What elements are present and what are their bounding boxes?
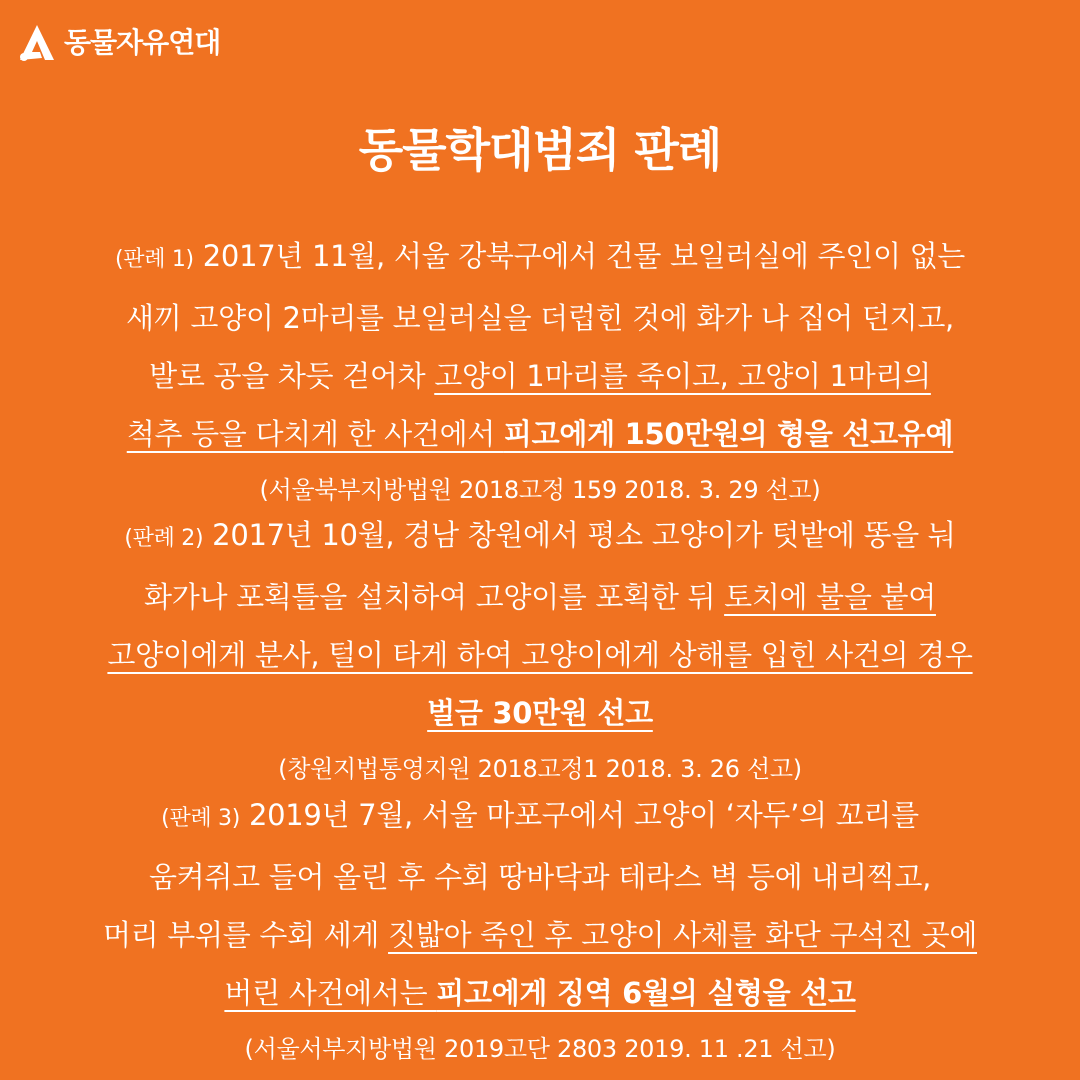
case-highlight: 토치에 불을 붙여 <box>724 580 936 614</box>
court-citation: (서울북부지방법원 2018고정 159 2018. 3. 29 선고) <box>259 476 821 504</box>
case-text: 화가나 포획틀을 설치하여 고양이를 포획한 뒤 <box>144 580 725 614</box>
page-title: 동물학대범죄 판례 <box>358 123 722 177</box>
brand-logo[interactable] <box>16 22 220 64</box>
case-text: 2019년 7월, 서울 마포구에서 고양이 ‘자두’의 꼬리를 <box>240 798 919 832</box>
case-tag: (판례 1) <box>114 247 194 272</box>
brand-name: 동물자유연대 <box>64 26 221 59</box>
case-highlight: 척추 등을 다치게 한 사건에서 <box>126 417 504 451</box>
case-text: 머리 부위를 수회 세게 <box>102 918 389 952</box>
case-tag: (판례 3) <box>161 806 241 831</box>
case-text: 움켜쥐고 들어 올린 후 수회 땅바닥과 테라스 벽 등에 내리찍고, <box>148 860 932 894</box>
brand-mark-icon <box>16 22 58 64</box>
court-citation: (서울서부지방법원 2019고단 2803 2019. 11 .21 선고) <box>244 1035 836 1063</box>
case-text: 2017년 11월, 서울 강북구에서 건물 보일러실에 주인이 없는 <box>193 239 966 273</box>
case-highlight: 짓밟아 죽인 후 고양이 사체를 화단 구석진 곳에 <box>388 918 978 952</box>
case-text: 2017년 10월, 경남 창원에서 평소 고양이가 텃밭에 똥을 눠 <box>203 518 956 552</box>
case-text: 새끼 고양이 2마리를 보일러실을 더럽힌 것에 화가 나 집어 던지고, <box>126 301 954 335</box>
case-2 <box>0 506 1080 796</box>
case-verdict: 피고에게 150만원의 형을 선고유예 <box>503 417 954 451</box>
case-verdict: 피고에게 징역 6월의 실형을 선고 <box>436 976 856 1010</box>
case-tag: (판례 2) <box>124 526 204 551</box>
case-highlight: 고양이 1마리를 죽이고, 고양이 1마리의 <box>434 359 931 393</box>
court-citation: (창원지법통영지원 2018고정1 2018. 3. 26 선고) <box>278 755 802 783</box>
case-highlight: 버린 사건에서는 <box>224 976 437 1010</box>
case-text: 발로 공을 차듯 걷어차 <box>149 359 435 393</box>
case-highlight: 고양이에게 분사, 털이 타게 하여 고양이에게 상해를 입힌 사건의 경우 <box>107 638 973 672</box>
case-verdict: 벌금 30만원 선고 <box>427 696 653 730</box>
case-1 <box>0 227 1080 517</box>
case-3 <box>0 786 1080 1076</box>
